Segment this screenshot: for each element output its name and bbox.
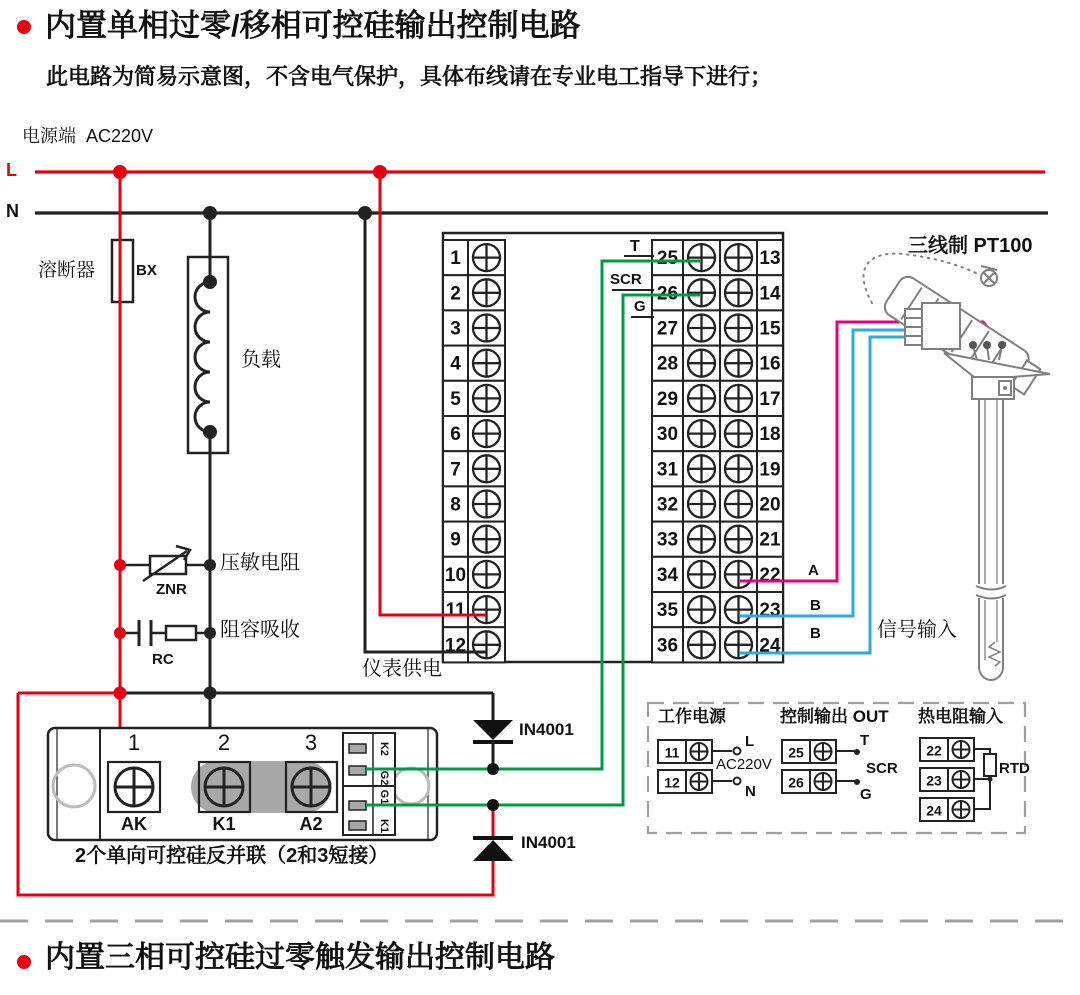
svg-text:4: 4 [450, 353, 461, 375]
fuse-code: BX [136, 262, 157, 279]
module-led-k2: K2 [378, 741, 390, 757]
legend-rtd-title: 热电阻输入 [918, 707, 1003, 726]
snubber-label: 阻容吸收 [220, 619, 300, 641]
svg-text:16: 16 [759, 353, 781, 375]
svg-text:21: 21 [759, 529, 781, 551]
wire-a-label: A [808, 562, 819, 579]
junction-dot [487, 799, 499, 811]
svg-text:29: 29 [656, 388, 679, 410]
module-pad-a2: A2 [299, 814, 323, 834]
line-n-label: N [6, 201, 19, 221]
svg-text:18: 18 [759, 424, 781, 446]
legend-output-scr: SCR [866, 760, 898, 777]
svg-text:22: 22 [759, 564, 781, 586]
snubber-code: RC [152, 651, 174, 668]
legend-output-g: G [860, 786, 872, 803]
svg-text:22: 22 [926, 742, 942, 759]
svg-text:12: 12 [664, 774, 680, 791]
svg-text:9: 9 [450, 529, 461, 551]
legend-terminal-row [658, 770, 712, 793]
line-l-label: L [6, 160, 17, 180]
svg-text:10: 10 [444, 564, 467, 586]
legend-terminal-row [920, 798, 974, 821]
legend-power-voltage: AC220V [716, 756, 772, 773]
module-pad-k1: K1 [212, 814, 236, 834]
svg-text:25: 25 [656, 248, 679, 270]
svg-text:23: 23 [759, 600, 781, 622]
svg-text:15: 15 [759, 318, 781, 340]
svg-text:2: 2 [450, 283, 461, 305]
legend-output-t: T [860, 732, 870, 749]
legend-terminal-row [920, 738, 974, 761]
page-subtitle: 此电路为简易示意图，不含电气保护，具体布线请在专业电工指导下进行； [46, 64, 773, 89]
load-symbol [188, 257, 228, 453]
svg-text:23: 23 [926, 772, 942, 789]
svg-text:6: 6 [450, 424, 461, 446]
load-label: 负载 [241, 349, 281, 371]
section-bullet-icon [17, 955, 31, 969]
svg-text:26: 26 [788, 774, 804, 791]
legend-terminal-row [782, 740, 836, 763]
svg-text:30: 30 [656, 424, 679, 446]
svg-text:27: 27 [656, 318, 679, 340]
svg-text:35: 35 [656, 600, 679, 622]
svg-text:33: 33 [656, 529, 679, 551]
svg-text:17: 17 [759, 388, 781, 410]
power-source-text: 电源端 [22, 126, 76, 146]
svg-text:19: 19 [759, 459, 781, 481]
diode-bottom-label: IN4001 [521, 833, 576, 852]
svg-text:31: 31 [656, 459, 679, 481]
module-led-g2: G2 [378, 770, 390, 786]
varistor-symbol [120, 546, 210, 581]
rc-snubber-symbol [120, 620, 210, 646]
wing-screw-icon [981, 266, 997, 286]
junction-dot [487, 763, 499, 775]
svg-text:32: 32 [656, 494, 679, 516]
wire-b2-label: B [810, 625, 821, 642]
power-source-label [22, 126, 153, 147]
legend-terminal-row [782, 770, 836, 793]
svg-text:11: 11 [445, 600, 466, 622]
svg-text:5: 5 [450, 388, 461, 410]
svg-text:36: 36 [656, 635, 679, 657]
legend-power-title: 工作电源 [658, 707, 726, 726]
diode-lower [473, 805, 513, 861]
pt100-sensor [864, 254, 1050, 680]
svg-text:24: 24 [759, 635, 781, 657]
svg-text:28: 28 [656, 353, 679, 375]
diode-upper [473, 720, 513, 769]
power-rails [35, 165, 1048, 220]
svg-text:13: 13 [759, 248, 781, 270]
module-caption: 2个单向可控硅反并联（2和3短接） [75, 845, 389, 867]
legend-power-l: L [745, 733, 755, 750]
output-t-label: T [630, 238, 640, 255]
footer-title: 内置三相可控硅过零触发输出控制电路 [45, 941, 555, 974]
module-led-k1: K1 [378, 818, 390, 834]
svg-text:20: 20 [759, 494, 781, 516]
fuse-label: 溶断器 [38, 260, 96, 281]
legend-power-n: N [745, 783, 756, 800]
fuse-symbol [112, 240, 133, 302]
svg-text:3: 3 [450, 318, 461, 340]
svg-text:11: 11 [664, 744, 680, 761]
module-terminal-2: 2 [217, 730, 231, 755]
module-pad-ak: AK [121, 814, 147, 834]
diode-top-label: IN4001 [519, 720, 574, 739]
varistor-label: 压敏电阻 [220, 552, 300, 574]
legend-terminal-row [920, 768, 974, 791]
signal-input-label: 信号输入 [877, 619, 957, 641]
sensor-title: 三线制 PT100 [908, 235, 1033, 257]
svg-text:26: 26 [656, 283, 679, 305]
legend-output-title: 控制输出 OUT [780, 707, 889, 726]
wire-b1-label: B [810, 597, 821, 614]
output-scr-label: SCR [610, 271, 642, 288]
legend-terminal-row [658, 740, 712, 763]
power-voltage-text: AC220V [86, 126, 154, 146]
svg-text:8: 8 [450, 494, 461, 516]
output-g-label: G [634, 298, 646, 315]
legend-rtd-code: RTD [999, 760, 1030, 777]
module-terminal-3: 3 [304, 730, 318, 755]
svg-text:7: 7 [450, 459, 461, 481]
section-bullet-icon [17, 20, 31, 34]
svg-text:25: 25 [788, 744, 804, 761]
svg-text:1: 1 [450, 248, 461, 270]
module-led-g1: G1 [378, 789, 390, 805]
varistor-code: ZNR [156, 581, 187, 598]
svg-text:12: 12 [444, 635, 467, 657]
svg-text:14: 14 [759, 283, 781, 305]
module-terminal-1: 1 [127, 730, 141, 755]
svg-text:34: 34 [656, 564, 679, 586]
page-title: 内置单相过零/移相可控硅输出控制电路 [45, 8, 581, 43]
meter-supply-label: 仪表供电 [362, 658, 442, 680]
svg-text:24: 24 [926, 802, 942, 819]
